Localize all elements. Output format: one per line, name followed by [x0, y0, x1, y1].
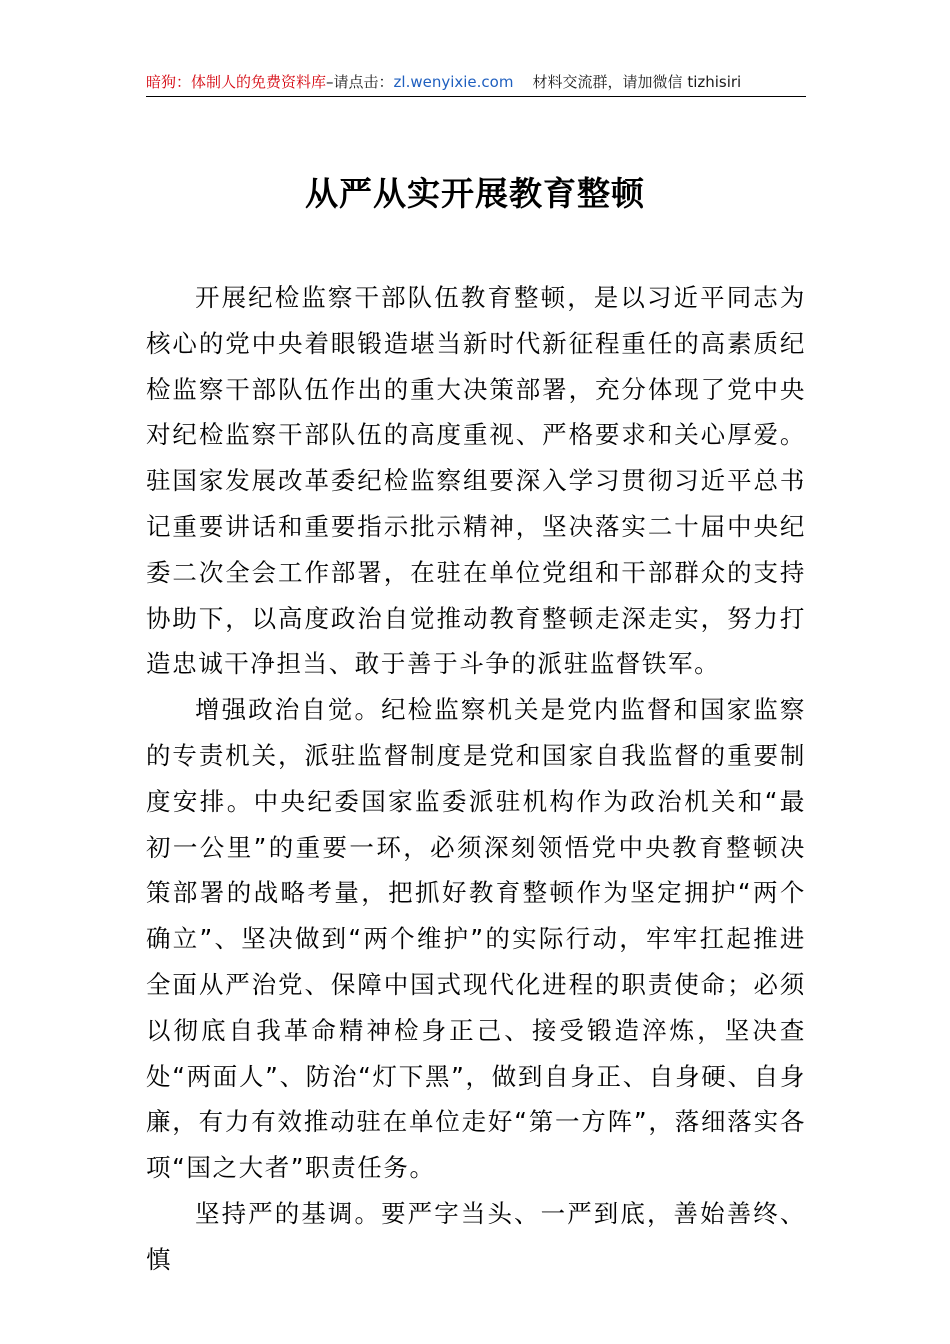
header-click-prompt: –请点击：	[326, 73, 394, 91]
document-body	[146, 275, 806, 1283]
paragraph-1: 开展纪检监察干部队伍教育整顿，是以习近平同志为核心的党中央着眼锻造堪当新时代新征程重任的高素质纪检监察干部队伍作出的重大决策部署，充分体现了党中央对纪检监察干部队伍的高度重视、严格要求和关心厚爱。驻国家发展改革委纪检监察组要深入学习贯彻习近平总书记重要讲话和重要指示批示精神，坚决落实二十届中央纪委二次全会工作部署，在驻在单位党组和干部群众的支持协助下，以高度政治自觉推动教育整顿走深走实，努力打造忠诚干净担当、敢于善于斗争的派驻监督铁军。	[146, 283, 806, 679]
document-title: 从严从实开展教育整顿	[305, 174, 645, 213]
header-group-text: 材料交流群，请加微信 tizhisiri	[532, 73, 742, 91]
paragraph-3: 坚持严的基调。要严字当头、一严到底，善始善终、慎	[146, 1198, 806, 1274]
header-divider	[146, 96, 806, 97]
paragraph-2: 增强政治自觉。纪检监察机关是党内监督和国家监察的专责机关，派驻监督制度是党和国家自我监督的重要制度安排。中央纪委国家监委派驻机构作为政治机关和“最初一公里”的重要一环，必须深刻领悟党中央教育整顿决策部署的战略考量，把抓好教育整顿作为坚定拥护“两个确立”、坚决做到“两个维护”的实际行动，牢牢扛起推进全面从严治党、保障中国式现代化进程的职责使命；必须以彻底自我革命精神检身正己、接受锻造淬炼，坚决查处“两面人”、防治“灯下黑”，做到自身正、自身硬、自身廉，有力有效推动驻在单位走好“第一方阵”，落细落实各项“国之大者”职责任务。	[146, 695, 806, 1183]
header-url-link[interactable]: zl.wenyixie.com	[393, 73, 514, 91]
header-brand: 暗狗：体制人的免费资料库	[146, 73, 327, 91]
header-spacer	[513, 73, 532, 91]
page-header	[146, 70, 806, 94]
